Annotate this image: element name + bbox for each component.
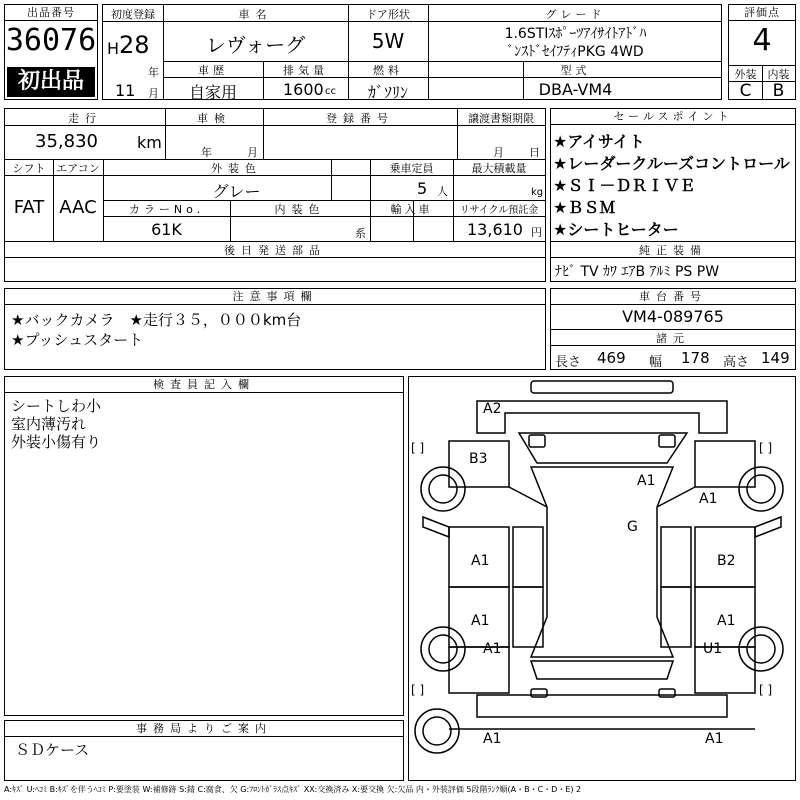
inspector-line: シートしわ小 [11,397,102,415]
car-outline [409,377,795,780]
car-name: レヴォーグ [205,33,306,57]
bracket: [ ] [759,683,773,697]
damage-mark: B2 [717,553,736,569]
fuel-value: ｶﾞｿﾘﾝ [367,83,408,102]
load-label: 最大積載量 [471,162,527,175]
sales-point: ★アイサイト [553,132,645,151]
inspection-month-unit: 月 [247,146,258,159]
model-label: 型式 [560,64,591,77]
inspector-line: 外装小傷有り [11,433,102,451]
ac-value: AAC [59,197,97,218]
lot-number: 36076 [5,23,97,58]
int-color-label: 内装色 [274,203,326,216]
later-parts-label: 後日発送部品 [224,244,326,257]
recycle-label: リサイクル預託金 [459,205,539,216]
mileage-label: 走行 [68,112,102,125]
reg-month: 11 [115,81,136,100]
damage-mark: A1 [705,731,724,747]
inspector-box [4,376,404,716]
inspection-label: 車検 [197,112,231,125]
import-label: 輸入車 [390,203,433,216]
notes-label: 注意事項欄 [5,289,545,305]
capacity-label: 乗車定員 [389,162,434,175]
damage-mark: A1 [483,731,502,747]
sales-point: ★ＢＳＭ [553,198,616,217]
damage-mark: A1 [717,613,736,629]
transfer-month-unit: 月 [493,146,504,159]
damage-mark: B3 [469,451,488,467]
damage-mark: A1 [471,553,490,569]
height-label: 高さ [723,355,750,370]
reg-year: 28 [119,31,150,59]
score-box [728,4,796,100]
inspector-label: 検査員記入欄 [5,377,403,393]
displacement-value: 1600 [283,80,324,99]
header-grid [102,4,722,100]
car-name-label: 車名 [238,8,273,21]
transfer-label: 譲渡書類期限 [468,112,534,125]
reg-no-label: 登録番号 [326,112,394,125]
shift-value: FAT [13,197,45,218]
chassis-label: 車台番号 [551,289,795,305]
recycle-value: 13,610 [467,220,523,239]
inspection-year-unit: 年 [201,146,212,159]
color-value: グレー [212,182,261,201]
displacement-label: 排気量 [283,64,328,77]
damage-mark: G [627,519,638,535]
damage-mark: A1 [471,613,490,629]
sales-point: ★シートヒーター [553,220,679,239]
office-text: ＳＤケース [15,741,90,759]
sales-label: セールスポイント [551,109,795,125]
grade-line2: ﾞﾝｽﾄﾞｾｲﾌﾃｨPKG 4WD [507,44,644,60]
sales-box [550,108,796,282]
length-label: 長さ [555,355,582,370]
width-value: 178 [681,349,710,367]
score-value: 4 [752,23,772,58]
legend: A:ｷｽﾞ U:ﾍｺﾐ B:ｷｽﾞを伴うﾍｺﾐ P:要塗装 W:補修跡 S:錆 C:腐食、欠 G:ﾌﾛﾝﾄｶﾞﾗｽ点ｷｽﾞ XX:交換済み X:要交換 欠:欠品 内・外装評価 5段階ﾗﾝｸ順(A・B・C・D・E) 2 [4,785,582,794]
door-label: ドア形状 [366,8,410,21]
capacity-unit: 人 [437,185,448,198]
displacement-unit: cc [325,86,336,97]
bracket: [ ] [411,683,425,697]
sales-point: ★ＳＩ－ＤＲＩＶＥ [553,176,696,195]
color-no-label: カラーNo. [128,203,205,216]
int-label: 内装 [767,68,790,81]
model-value: DBA-VM4 [538,80,613,99]
details-grid [4,108,546,282]
bracket: [ ] [411,441,425,455]
equipment-label: 純正装備 [639,244,707,257]
ac-label: エアコン [56,162,100,175]
damage-mark: A1 [699,491,718,507]
color-no-value: 61K [151,220,182,239]
damage-mark: U1 [703,641,723,657]
notes-box [4,288,546,370]
ext-grade: C [739,81,752,101]
dims-label: 諸元 [656,332,690,345]
reg-year-unit: 年 [148,66,159,79]
int-grade: B [772,81,785,101]
bracket: [ ] [759,441,773,455]
mileage-value: 35,830 [35,131,98,152]
fuel-label: 燃料 [373,64,403,77]
office-box [4,720,404,781]
notes-line2: ★プッシュスタート [11,331,144,349]
shift-label: シフト [12,162,46,175]
recycle-unit: 円 [531,226,542,239]
notes-line1: ★バックカメラ ★走行３５，０００km台 [11,311,302,329]
chassis-box [550,288,796,370]
transfer-day-unit: 日 [529,146,540,159]
inspector-line: 室内薄汚れ [11,415,87,433]
first-listing-badge: 初出品 [7,67,95,97]
damage-mark: A2 [483,401,502,417]
reg-label: 初度登録 [111,8,155,21]
history-label: 車歴 [198,64,228,77]
mileage-unit: km [137,133,162,152]
capacity-value: 5 [417,179,428,198]
sales-point: ★レーダークルーズコントロール [553,154,790,173]
damage-mark: A1 [483,641,502,657]
door-type: 5W [371,29,405,53]
damage-mark: A1 [637,473,656,489]
damage-diagram [408,376,796,781]
score-label: 評価点 [729,5,795,21]
lot-label: 出品番号 [5,5,97,21]
length-value: 469 [597,349,626,367]
color-label: 外装色 [211,162,262,175]
load-unit: kg [531,187,544,198]
history-value: 自家用 [188,83,237,102]
office-label: 事務局よりご案内 [5,721,403,737]
ext-label: 外装 [734,68,757,81]
reg-month-unit: 月 [148,87,159,100]
equipment-value: ﾅﾋﾞ TV ｶﾜ ｴｱB ｱﾙﾐ PS PW [555,264,720,280]
int-color-unit: 系 [355,227,366,240]
width-label: 幅 [649,355,663,370]
grade-line1: 1.6STIｽﾎﾟｰﾂｱｲｻｲﾄｱﾄﾞﾊ [504,26,647,42]
grade-label: グレード [545,8,606,21]
height-value: 149 [761,349,790,367]
chassis-number: VM4-089765 [622,307,724,326]
reg-era: H [107,39,120,58]
lot-box [4,4,98,100]
